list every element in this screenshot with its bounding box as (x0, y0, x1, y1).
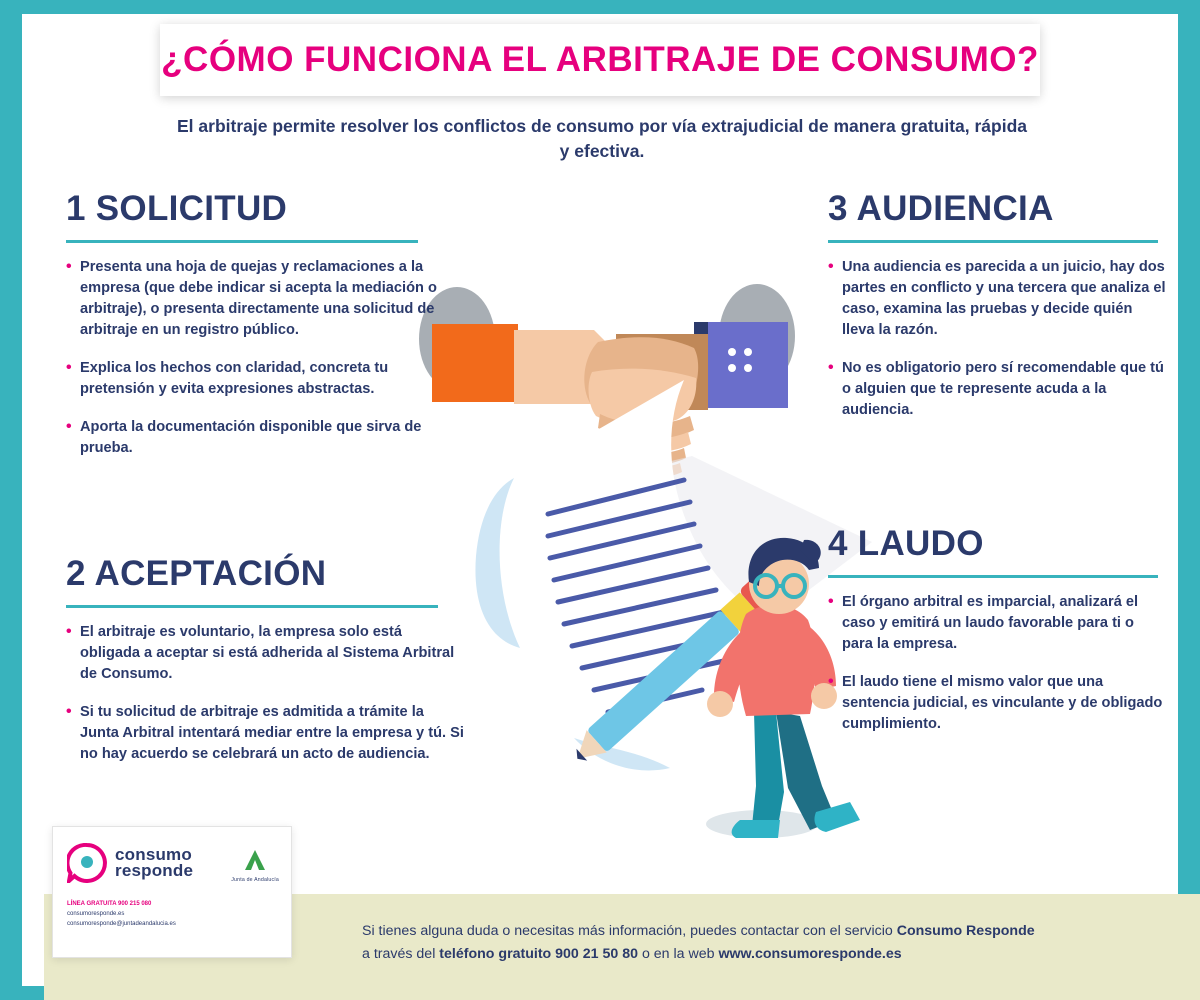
list-item: • Si tu solicitud de arbitraje es admitida a trámite la Junta Arbitral intentará mediar entre la empresa y tú. Si no hay acuerdo se celebrará un acto de audiencia. (66, 702, 466, 765)
section-audiencia (828, 189, 1168, 438)
section-1-heading: 1 SOLICITUD (66, 189, 288, 228)
section-2-bullet-list (66, 622, 466, 765)
section-aceptacion (66, 554, 466, 782)
page-title: ¿CÓMO FUNCIONA EL ARBITRAJE DE CONSUMO? (161, 40, 1039, 79)
footer-line1-pre: Si tienes alguna duda o necesitas más información, puedes contactar con el servicio (362, 923, 897, 939)
list-item: • Explica los hechos con claridad, concreta tu pretensión y evita expresiones abstractas. (66, 358, 446, 400)
logo-phone-line: LÍNEA GRATUITA 900 215 080 (67, 901, 152, 907)
logo-line-1: consumo (115, 845, 192, 864)
subtitle-text: El arbitraje permite resolver los conflictos de consumo por vía extrajudicial de manera gratuita, rápida y efectiva. (177, 116, 1027, 161)
list-item: • Aporta la documentación disponible que sirva de prueba. (66, 417, 446, 459)
footer-line2-mid: o en la web (638, 946, 719, 962)
consumo-responde-logo (67, 843, 193, 883)
list-item: • El arbitraje es voluntario, la empresa solo está obligada a aceptar si está adherida al Sistema Arbitral de Consumo. (66, 622, 466, 685)
footer-website-link[interactable]: www.consumoresponde.es (718, 946, 902, 962)
logo-email-line: consumoresponde@juntadeandalucia.es (67, 921, 176, 927)
logo-card (52, 826, 292, 958)
footer-line2-pre: a través del (362, 946, 440, 962)
junta-label: Junta de Andalucía (231, 877, 279, 883)
section-4-divider (828, 575, 1158, 578)
speech-bubble-icon (67, 843, 107, 883)
footer-contact-text (362, 920, 1182, 966)
section-2-heading: 2 ACEPTACIÓN (66, 554, 327, 593)
section-laudo (828, 524, 1168, 752)
section-2-divider (66, 605, 438, 608)
footer-phone: teléfono gratuito 900 21 50 80 (439, 946, 638, 962)
section-solicitud (66, 189, 446, 476)
list-item: • Presenta una hoja de quejas y reclamaciones a la empresa (que debe indicar si acepta la mediación o arbitraje), o presenta directamente una solicitud de arbitraje en un registro público. (66, 257, 446, 341)
section-1-divider (66, 240, 418, 243)
logo-web-line: consumoresponde.es (67, 911, 125, 917)
junta-de-andalucia-logo (231, 847, 279, 883)
title-banner (160, 24, 1040, 96)
logo-contact-details (67, 899, 176, 929)
section-3-heading: 3 AUDIENCIA (828, 189, 1054, 228)
list-item: • No es obligatorio pero sí recomendable que tú o alguien que te represente acuda a la audiencia. (828, 358, 1168, 421)
section-4-bullet-list (828, 592, 1168, 735)
logo-wordmark (115, 847, 193, 879)
section-3-bullet-list (828, 257, 1168, 421)
illustration-handshake-document (402, 264, 872, 874)
list-item: • Una audiencia es parecida a un juicio, hay dos partes en conflicto y una tercera que analiza el caso, examina las pruebas y decide quién lleva la razón. (828, 257, 1168, 341)
list-item: • El laudo tiene el mismo valor que una sentencia judicial, es vinculante y de obligado cumplimiento. (828, 672, 1168, 735)
section-3-divider (828, 240, 1158, 243)
section-4-heading: 4 LAUDO (828, 524, 984, 563)
logo-line-2: responde (115, 861, 194, 880)
list-item: • El órgano arbitral es imparcial, analizará el caso y emitirá un laudo favorable para ti o para la empresa. (828, 592, 1168, 655)
footer-service-name: Consumo Responde (896, 923, 1035, 939)
junta-icon (231, 847, 279, 877)
section-1-bullet-list (66, 257, 446, 459)
